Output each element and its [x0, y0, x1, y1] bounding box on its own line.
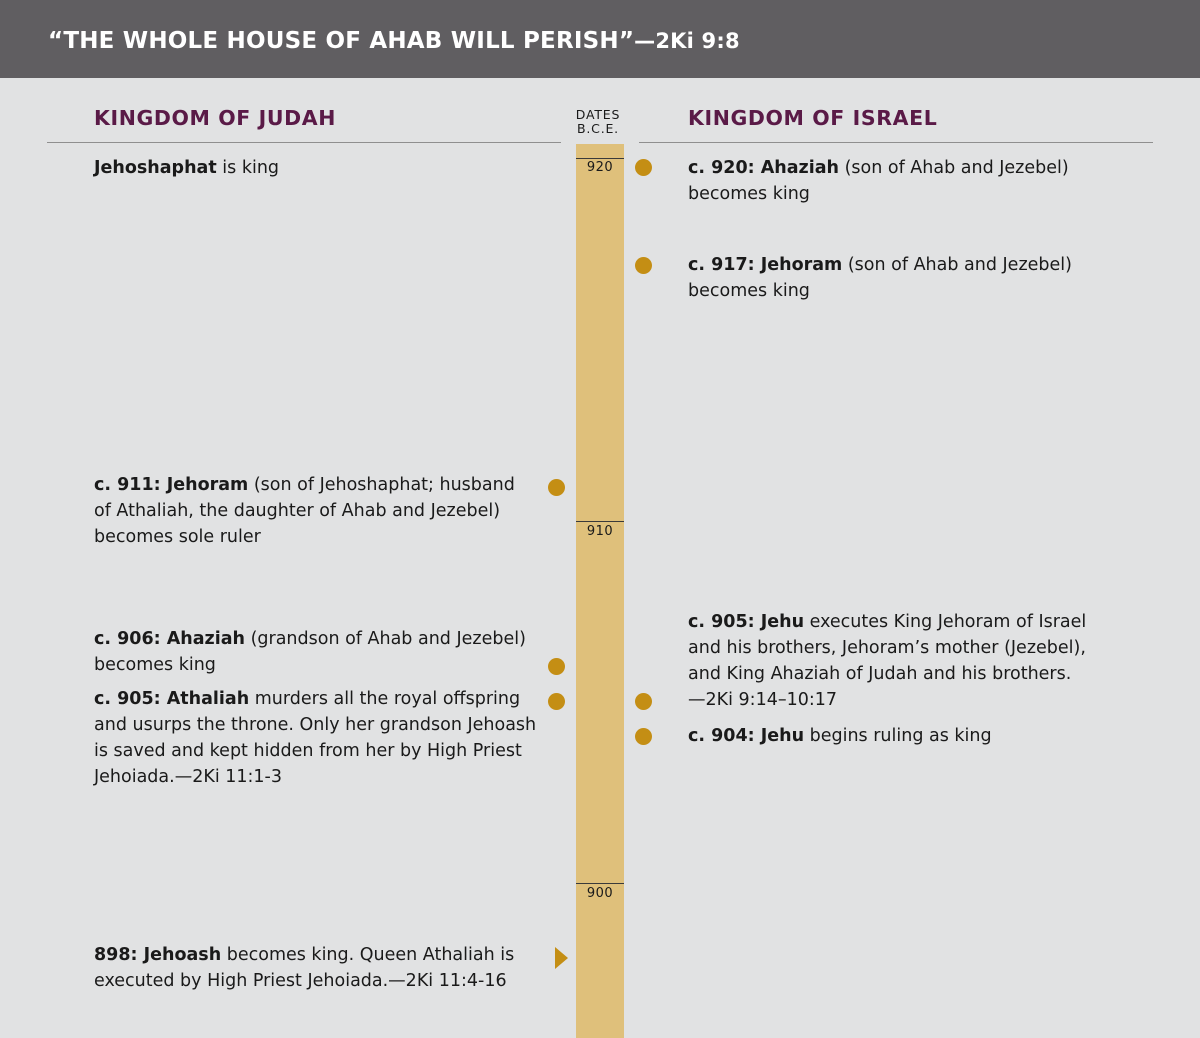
judah-event-marker-dot — [548, 693, 565, 710]
scripture-reference: —2Ki 9:8 — [634, 29, 740, 53]
page-title: “THE WHOLE HOUSE OF AHAB WILL PERISH” — [48, 28, 635, 54]
timeline-tick-920 — [576, 158, 624, 159]
event-bold-text: c. 904: Jehu — [688, 726, 805, 746]
event-line — [688, 723, 992, 749]
dates-label — [568, 108, 628, 136]
event-bold-text: 898: Jehoash — [94, 945, 222, 965]
event-line: and his brothers, Jehoram’s mother (Jezebel), — [688, 638, 1086, 658]
event-line — [94, 942, 514, 968]
timeline-tick-label-910: 910 — [586, 524, 614, 539]
timeline-tick-label-900: 900 — [586, 886, 614, 901]
israel-divider — [639, 142, 1153, 143]
event-text: (son of Ahab and Jezebel) — [842, 255, 1072, 275]
event-line — [94, 472, 515, 498]
event-line: is saved and kept hidden from her by High Priest — [94, 741, 522, 761]
event-line: of Athaliah, the daughter of Ahab and Jezebel) — [94, 501, 501, 521]
event-bold-text: c. 905: Athaliah — [94, 689, 250, 709]
timeline-bar — [576, 144, 624, 1038]
event-bold-text: c. 911: Jehoram — [94, 475, 249, 495]
dates-label-line1: DATES — [575, 107, 621, 122]
judah-event-athaliah — [94, 686, 536, 790]
page-header — [0, 0, 1200, 78]
judah-event-jehoram — [94, 472, 515, 550]
event-text: begins ruling as king — [804, 726, 992, 746]
event-line: and usurps the throne. Only her grandson Jehoash — [94, 715, 537, 735]
event-bold-text: c. 905: Jehu — [688, 612, 805, 632]
israel-event-jehu-executes — [688, 609, 1086, 713]
event-line: —2Ki 9:14–10:17 — [688, 690, 838, 710]
israel-event-marker-dot — [635, 257, 652, 274]
event-bold-text: c. 906: Ahaziah — [94, 629, 245, 649]
event-line — [688, 609, 1086, 635]
judah-event-marker-dot — [548, 479, 565, 496]
israel-event-marker-dot — [635, 159, 652, 176]
israel-heading: KINGDOM OF ISRAEL — [688, 106, 938, 130]
event-line: becomes sole ruler — [94, 527, 261, 547]
event-text: (grandson of Ahab and Jezebel) — [245, 629, 526, 649]
event-line: becomes king — [688, 184, 810, 204]
event-bold-text: c. 917: Jehoram — [688, 255, 843, 275]
israel-event-marker-dot — [635, 728, 652, 745]
timeline-tick-label-920: 920 — [586, 160, 614, 175]
event-line: becomes king — [94, 655, 216, 675]
event-text: becomes king. Queen Athaliah is — [221, 945, 515, 965]
israel-event-jehoram — [688, 252, 1072, 304]
event-line: and King Ahaziah of Judah and his brothers. — [688, 664, 1072, 684]
israel-event-ahaziah — [688, 155, 1069, 207]
israel-event-marker-dot — [635, 693, 652, 710]
dates-label-line2: B.C.E. — [577, 121, 619, 136]
event-text: murders all the royal offspring — [249, 689, 521, 709]
event-line: Jehoiada.—2Ki 11:1-3 — [94, 767, 282, 787]
judah-divider — [47, 142, 561, 143]
event-line — [94, 155, 279, 181]
event-line: executed by High Priest Jehoiada.—2Ki 11:4-16 — [94, 971, 507, 991]
event-line: becomes king — [688, 281, 810, 301]
judah-event-jehoash — [94, 942, 514, 994]
judah-event-marker-dot — [548, 658, 565, 675]
event-line — [94, 686, 536, 712]
event-bold-text: c. 920: Ahaziah — [688, 158, 839, 178]
event-text: (son of Ahab and Jezebel) — [839, 158, 1069, 178]
event-bold-text: Jehoshaphat — [94, 158, 217, 178]
event-line — [688, 252, 1072, 278]
event-text: (son of Jehoshaphat; husband — [248, 475, 515, 495]
event-text: is king — [216, 158, 280, 178]
event-line — [94, 626, 526, 652]
israel-event-jehu-rules — [688, 723, 992, 749]
judah-event-marker-triangle — [555, 947, 568, 969]
timeline-tick-910 — [576, 521, 624, 522]
timeline-tick-900 — [576, 883, 624, 884]
judah-event-ahaziah — [94, 626, 526, 678]
judah-event-jehoshaphat — [94, 155, 279, 181]
event-text: executes King Jehoram of Israel — [804, 612, 1087, 632]
judah-heading: KINGDOM OF JUDAH — [94, 106, 336, 130]
event-line — [688, 155, 1069, 181]
